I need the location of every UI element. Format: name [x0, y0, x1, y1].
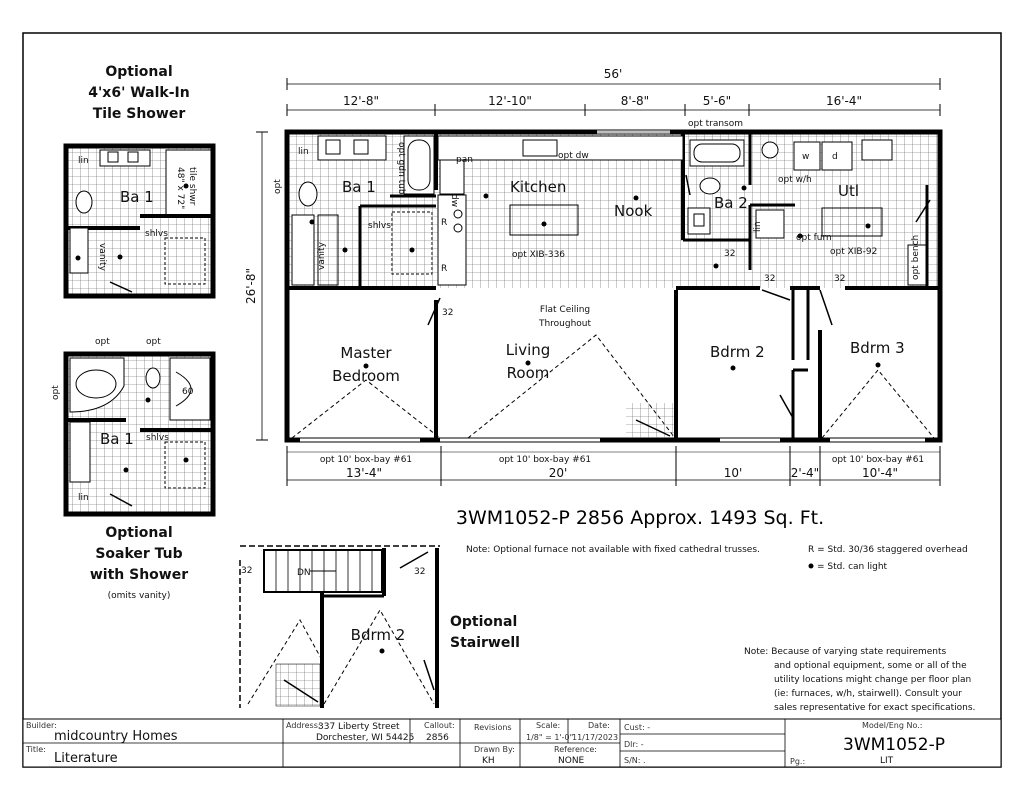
legend-r: R = Std. 30/36 staggered overhead: [808, 545, 968, 555]
room-ba1: Ba 1: [342, 178, 376, 196]
walkin-title-3: Tile Shower: [92, 106, 186, 122]
option-stairwell: [240, 546, 520, 708]
room-utl: Utl: [838, 182, 860, 200]
room-master-2: Bedroom: [332, 367, 400, 385]
dim-top-4: 5'-6": [702, 94, 732, 108]
legend-dot-icon: [809, 564, 814, 569]
walkin-ba1-label: Ba 1: [120, 188, 154, 206]
room-living-2: Room: [506, 364, 550, 382]
tb-drawn-label: Drawn By:: [474, 745, 515, 754]
label-r1: R: [441, 218, 448, 228]
label-opt-xib92: opt XIB-92: [830, 247, 878, 257]
soaker-subtitle: (omits vanity): [107, 591, 171, 601]
tb-scale-label: Scale:: [536, 721, 561, 730]
room-bdrm3: Bdrm 3: [850, 339, 905, 357]
soaker-title-3: with Shower: [89, 567, 189, 583]
plan-headline: 3WM1052-P 2856 Approx. 1493 Sq. Ft.: [455, 507, 825, 529]
room-ba2: Ba 2: [714, 194, 748, 212]
soaker-opt-1: opt: [95, 337, 110, 347]
tb-lit: LIT: [880, 756, 894, 766]
stair-title-1: Optional: [450, 614, 518, 630]
label-32-d: 32: [834, 274, 846, 284]
tb-scale: 1/8" = 1'-0": [526, 733, 574, 742]
label-pan: pan: [456, 155, 473, 165]
tb-drawn: KH: [482, 756, 495, 766]
tb-callout-label: Callout:: [424, 721, 455, 730]
tb-model: 3WM1052-P: [843, 735, 945, 755]
dim-bottom-5: 10'-4": [861, 466, 899, 480]
stair-bdrm2-label: Bdrm 2: [350, 626, 406, 644]
room-nook: Nook: [614, 202, 653, 220]
soaker-opt-3: opt: [51, 385, 61, 400]
room-living-1: Living: [505, 341, 551, 359]
dim-bottom-1: 13'-4": [345, 466, 383, 480]
tb-dlr: Dlr: -: [624, 740, 644, 749]
note-state-5: sales representative for exact specifications.: [774, 703, 976, 713]
tb-title-label: Title:: [26, 745, 46, 754]
label-flat-ceiling: Flat Ceiling: [539, 305, 591, 315]
label-shlvs: shlvs: [368, 221, 391, 231]
dim-depth: 26'-8": [244, 267, 258, 305]
soaker-title-2: Soaker Tub: [95, 546, 183, 562]
label-opt-gdn-tub: opt gdn tub: [396, 142, 406, 195]
tb-title: Literature: [54, 751, 118, 766]
dim-top-5: 16'-4": [825, 94, 863, 108]
tb-date-label: Date:: [588, 721, 610, 730]
stair-dn-label: DN: [297, 568, 311, 578]
label-lin: lin: [298, 147, 309, 157]
tb-model-label: Model/Eng No.:: [862, 721, 923, 730]
label-boxbay-3: opt 10' box-bay #61: [831, 455, 925, 465]
tb-address-1: 337 Liberty Street: [318, 722, 400, 732]
walkin-lin-label: lin: [78, 156, 89, 166]
tb-address-2: Dorchester, WI 54425: [316, 733, 415, 743]
tb-builder: midcountry Homes: [54, 729, 178, 744]
tb-pg-label: Pg.:: [790, 757, 806, 766]
label-opt-bench: opt bench: [911, 234, 921, 280]
walkin-shower-label: tile shwr: [187, 167, 197, 206]
label-d: d: [832, 152, 838, 162]
stair-32-right: 32: [414, 567, 426, 577]
tb-ref: NONE: [558, 756, 585, 766]
dim-top-3: 8'-8": [620, 94, 650, 108]
walkin-shlvs-label: shlvs: [145, 229, 168, 239]
label-dw: dw: [449, 194, 459, 208]
label-opt-transom: opt transom: [688, 119, 744, 129]
label-vanity: vanity: [317, 242, 327, 270]
note-state-4: (ie: furnaces, w/h, stairwell). Consult your: [774, 689, 962, 699]
option-soaker-tub: [51, 337, 213, 601]
note-state-3: utility locations might change per floor plan: [774, 675, 972, 685]
tb-ref-label: Reference:: [554, 745, 597, 754]
tb-callout: 2856: [426, 733, 449, 743]
soaker-shlvs-label: shlvs: [146, 433, 169, 443]
label-32-c: 32: [764, 274, 776, 284]
note-state-1: Note: Because of varying state requirements: [744, 647, 947, 657]
walkin-title-1: Optional: [105, 64, 173, 80]
soaker-title-1: Optional: [105, 525, 173, 541]
dim-top-1: 12'-8": [342, 94, 380, 108]
main-floor-plan: [244, 67, 940, 486]
label-opt-wh: opt w/h: [778, 175, 812, 185]
label-32-b: 32: [724, 249, 736, 259]
label-32-a: 32: [442, 308, 454, 318]
label-opt-dw: opt dw: [558, 151, 589, 161]
room-bdrm2: Bdrm 2: [710, 343, 765, 361]
tb-builder-label: Builder:: [26, 721, 57, 730]
dim-overall-width: 56': [603, 67, 623, 81]
title-block: [23, 719, 1001, 767]
stair-title-2: Stairwell: [450, 635, 520, 651]
label-opt-xib336: opt XIB-336: [512, 250, 566, 260]
stair-32-left: 32: [241, 566, 253, 576]
option-walkin-shower: [66, 64, 213, 296]
soaker-ba1-label: Ba 1: [100, 430, 134, 448]
room-kitchen: Kitchen: [510, 178, 567, 196]
soaker-60-label: 60: [182, 387, 194, 397]
note-furnace: Note: Optional furnace not available with fixed cathedral trusses.: [466, 545, 760, 555]
dim-top-2: 12'-10": [488, 94, 532, 108]
walkin-title-2: 4'x6' Walk-In: [88, 85, 190, 101]
room-master-1: Master: [340, 344, 392, 362]
label-opt-furn: opt furn: [796, 233, 832, 243]
walkin-vanity-label: vanity: [97, 243, 107, 271]
note-state-2: and optional equipment, some or all of the: [774, 661, 967, 671]
dim-bottom-3: 10': [723, 466, 743, 480]
legend-dot: = Std. can light: [817, 562, 888, 572]
label-boxbay-1: opt 10' box-bay #61: [319, 455, 413, 465]
label-w: w: [802, 152, 810, 162]
label-lin-2: lin: [753, 221, 763, 232]
tb-revisions-label: Revisions: [474, 723, 512, 732]
tb-sn: S/N: .: [624, 756, 646, 765]
opt-label-left: opt: [273, 179, 283, 194]
tb-date: 11/17/2023: [572, 733, 619, 742]
tb-cust: Cust: -: [624, 723, 651, 732]
soaker-lin-label: lin: [78, 493, 89, 503]
label-r2: R: [441, 264, 448, 274]
label-throughout: Throughout: [538, 319, 592, 329]
soaker-opt-2: opt: [146, 337, 161, 347]
tb-address-label: Address:: [286, 721, 321, 730]
dim-bottom-2: 20': [548, 466, 568, 480]
dim-bottom-4: 2'-4": [790, 466, 820, 480]
walkin-shower-dims: 48" x 72": [175, 167, 185, 210]
label-boxbay-2: opt 10' box-bay #61: [498, 455, 592, 465]
